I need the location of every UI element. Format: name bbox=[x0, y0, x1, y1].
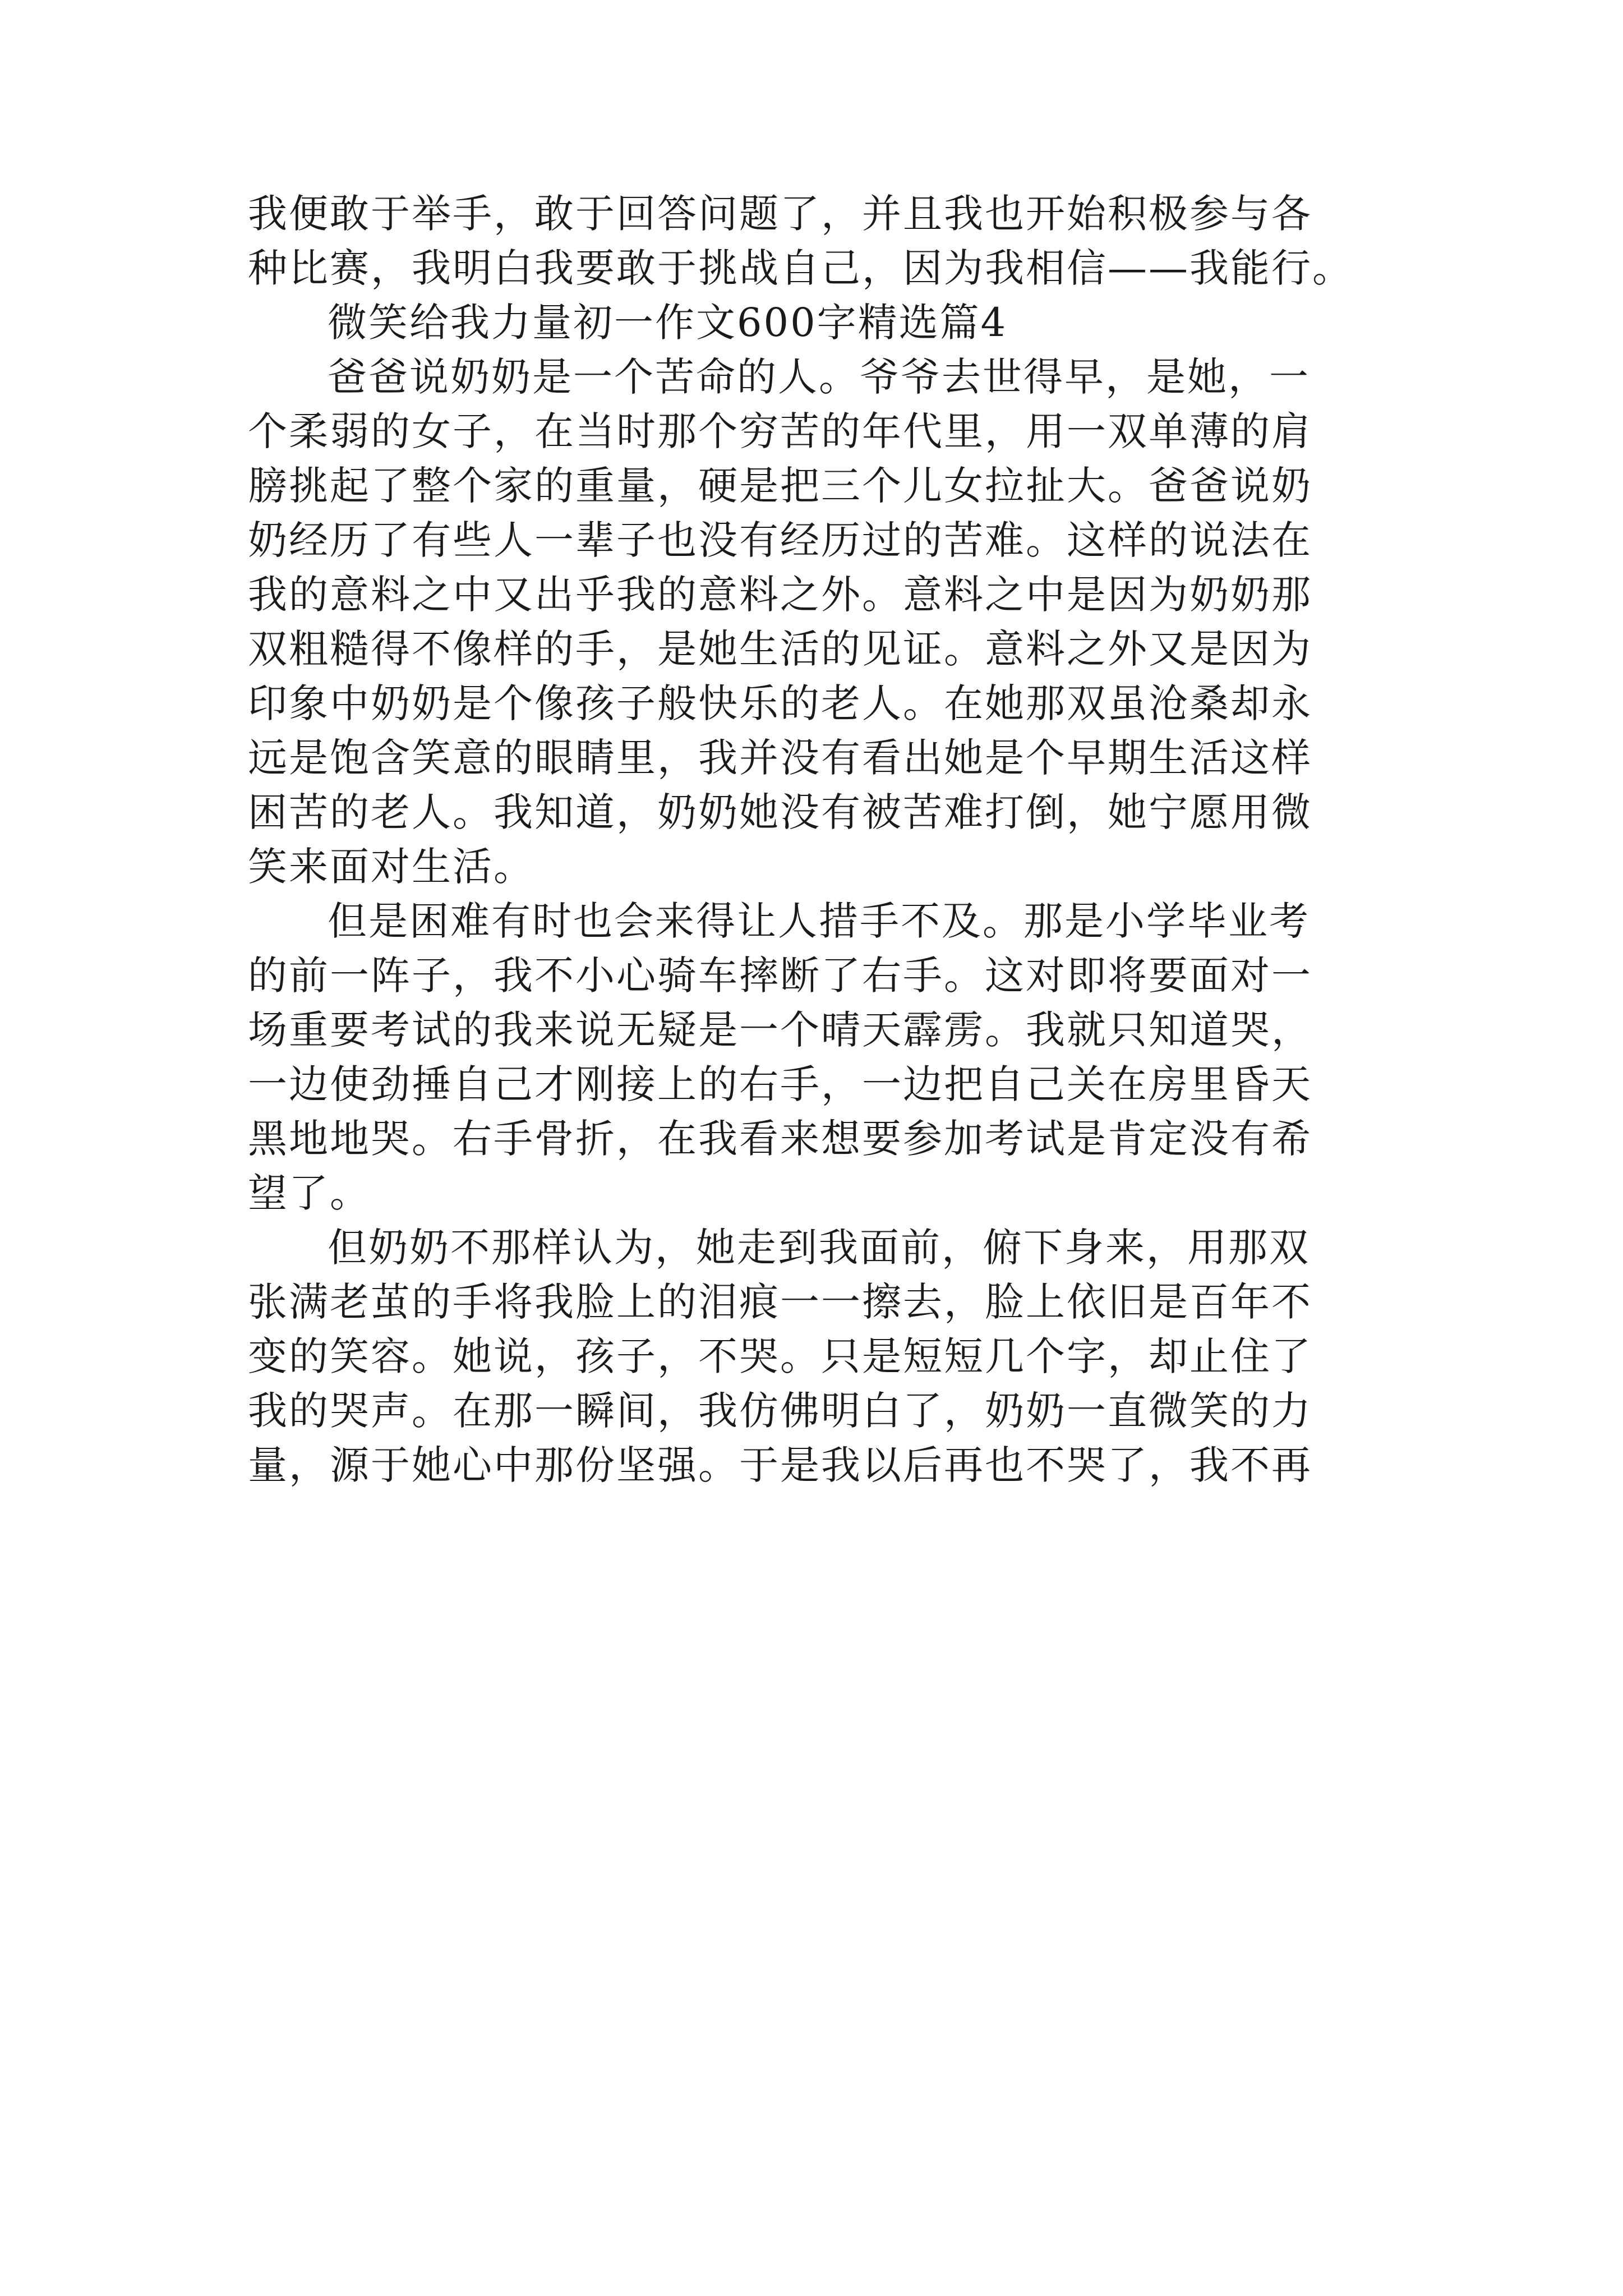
text-line-8: 我的意料之中又出乎我的意料之外。意料之中是因为奶奶那 bbox=[248, 572, 1312, 618]
text-line-21: 张满老茧的手将我脸上的泪痕一一擦去，脸上依旧是百年不 bbox=[248, 1279, 1312, 1325]
text-line-19: 望了。 bbox=[248, 1170, 371, 1216]
text-line-11: 远是饱含笑意的眼睛里，我并没有看出她是个早期生活这样 bbox=[248, 735, 1312, 781]
text-line-12: 困苦的老人。我知道，奶奶她没有被苦难打倒，她宁愿用微 bbox=[248, 789, 1312, 835]
text-line-17: 一边使劲捶自己才刚接上的右手，一边把自己关在房里昏天 bbox=[248, 1061, 1312, 1107]
text-line-23: 我的哭声。在那一瞬间，我仿佛明白了，奶奶一直微笑的力 bbox=[248, 1388, 1312, 1434]
text-line-10: 印象中奶奶是个像孩子般快乐的老人。在她那双虽沧桑却永 bbox=[248, 680, 1312, 726]
text-line-9: 双粗糙得不像样的手，是她生活的见证。意料之外又是因为 bbox=[248, 626, 1312, 672]
text-line-4: 爸爸说奶奶是一个苦命的人。爷爷去世得早，是她，一 bbox=[328, 354, 1310, 400]
text-line-18: 黑地地哭。右手骨折，在我看来想要参加考试是肯定没有希 bbox=[248, 1116, 1312, 1162]
text-line-2: 种比赛，我明白我要敢于挑战自己，因为我相信——我能行。 bbox=[248, 245, 1353, 291]
section-heading: 微笑给我力量初一作文600字精选篇4 bbox=[328, 300, 1008, 346]
text-line-6: 膀挑起了整个家的重量，硬是把三个儿女拉扯大。爸爸说奶 bbox=[248, 463, 1312, 509]
text-line-15: 的前一阵子，我不小心骑车摔断了右手。这对即将要面对一 bbox=[248, 953, 1312, 999]
text-line-16: 场重要考试的我来说无疑是一个晴天霹雳。我就只知道哭， bbox=[248, 1007, 1312, 1053]
text-line-24: 量，源于她心中那份坚强。于是我以后再也不哭了，我不再 bbox=[248, 1442, 1312, 1488]
text-line-7: 奶经历了有些人一辈子也没有经历过的苦难。这样的说法在 bbox=[248, 517, 1312, 563]
text-line-14: 但是困难有时也会来得让人措手不及。那是小学毕业考 bbox=[328, 898, 1310, 944]
text-line-20: 但奶奶不那样认为，她走到我面前，俯下身来，用那双 bbox=[328, 1225, 1310, 1271]
text-line-5: 个柔弱的女子，在当时那个穷苦的年代里，用一双单薄的肩 bbox=[248, 408, 1312, 454]
text-line-1: 我便敢于举手，敢于回答问题了，并且我也开始积极参与各 bbox=[248, 191, 1312, 237]
text-line-22: 变的笑容。她说，孩子，不哭。只是短短几个字，却止住了 bbox=[248, 1333, 1312, 1379]
essay-body bbox=[248, 187, 1392, 1493]
text-line-13: 笑来面对生活。 bbox=[248, 844, 534, 890]
